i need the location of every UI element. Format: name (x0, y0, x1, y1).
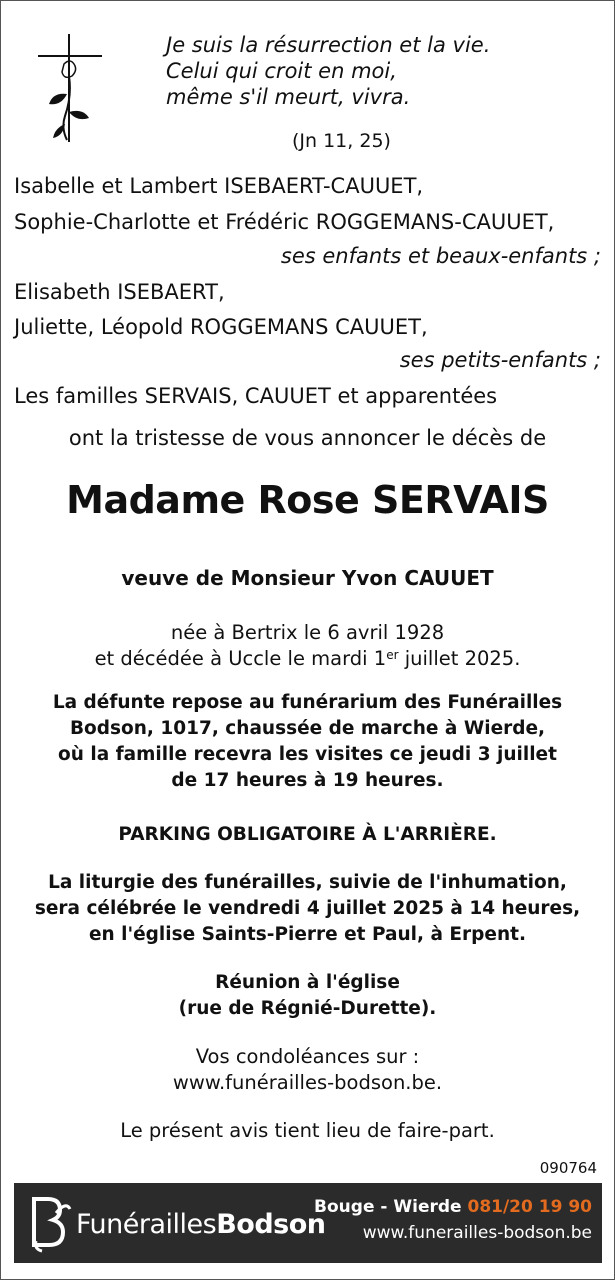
widow-of-line: veuve de Monsieur Yvon CAUUET (121, 566, 494, 590)
quote-line: Celui qui croit en moi, (166, 59, 397, 83)
liturgy-line: sera célébrée le vendredi 4 juillet 2025 à 14 heures, (34, 898, 581, 919)
died-suffix: juillet 2025. (398, 647, 521, 670)
children-line-1: Isabelle et Lambert ISEBAERT-CAUUET, (14, 174, 424, 198)
birth-death-block (0, 620, 615, 672)
condolences-link[interactable]: www.funérailles-bodson.be. (172, 1071, 443, 1094)
grandchildren-role: ses petits-enfants ; (399, 348, 601, 372)
phone-number[interactable]: 081/20 19 90 (467, 1197, 592, 1217)
funeral-home-banner (14, 1183, 602, 1263)
bible-quote (166, 32, 490, 110)
quote-line: même s'il meurt, vivra. (166, 85, 411, 109)
liturgy-block (0, 870, 615, 948)
died-line (0, 646, 615, 672)
condolences-line: Vos condoléances sur : (195, 1045, 420, 1068)
repose-line: La défunte repose au funérarium des Funérailles (52, 692, 563, 713)
repose-block (0, 690, 615, 794)
deceased-name: Madame Rose SERVAIS (66, 478, 549, 522)
born-line: née à Bertrix le 6 avril 1928 (170, 621, 445, 644)
liturgy-line: en l'église Saints-Pierre et Paul, à Erpent. (88, 924, 527, 945)
grandchildren-line-1: Elisabeth ISEBAERT, (14, 280, 225, 304)
parking-notice: PARKING OBLIGATOIRE À L'ARRIÈRE. (118, 824, 497, 845)
location-label: Bouge - Wierde (314, 1197, 462, 1217)
died-superscript: er (386, 648, 399, 662)
families-line: Les familles SERVAIS, CAUUET et apparentées (14, 384, 498, 408)
cross-with-rose-icon (38, 34, 108, 146)
notice-line: Le présent avis tient lieu de faire-part. (120, 1119, 495, 1142)
quote-reference: (Jn 11, 25) (292, 130, 391, 152)
meeting-line: Réunion à l'église (215, 972, 400, 993)
repose-line: de 17 heures à 19 heures. (171, 770, 444, 791)
repose-line: où la famille recevra les visites ce jeudi 3 juillet (58, 744, 557, 765)
liturgy-line: La liturgie des funérailles, suivie de l'inhumation, (48, 872, 567, 893)
repose-line: Bodson, 1017, chaussée de marche à Wierde, (69, 718, 546, 739)
children-role: ses enfants et beaux-enfants ; (280, 244, 601, 268)
condolences-block (0, 1044, 615, 1096)
quote-line: Je suis la résurrection et la vie. (166, 33, 491, 57)
brand-bold: Bodson (216, 1209, 326, 1240)
died-prefix: et décédée à Uccle le mardi 1 (94, 647, 387, 670)
website-link[interactable]: www.funerailles-bodson.be (362, 1223, 592, 1243)
announcement-line: ont la tristesse de vous annoncer le décès de (68, 426, 547, 450)
brand-light: Funérailles (76, 1209, 217, 1240)
reference-code: 090764 (539, 1159, 597, 1177)
grandchildren-line-2: Juliette, Léopold ROGGEMANS CAUUET, (14, 315, 428, 339)
meeting-block (0, 970, 615, 1022)
contact-line (314, 1197, 592, 1217)
children-line-2: Sophie-Charlotte et Frédéric ROGGEMANS-CAUUET, (14, 210, 555, 234)
meeting-line: (rue de Régnié-Durette). (178, 998, 437, 1019)
brand-name (76, 1209, 326, 1240)
bodson-logo-icon (28, 1195, 72, 1253)
